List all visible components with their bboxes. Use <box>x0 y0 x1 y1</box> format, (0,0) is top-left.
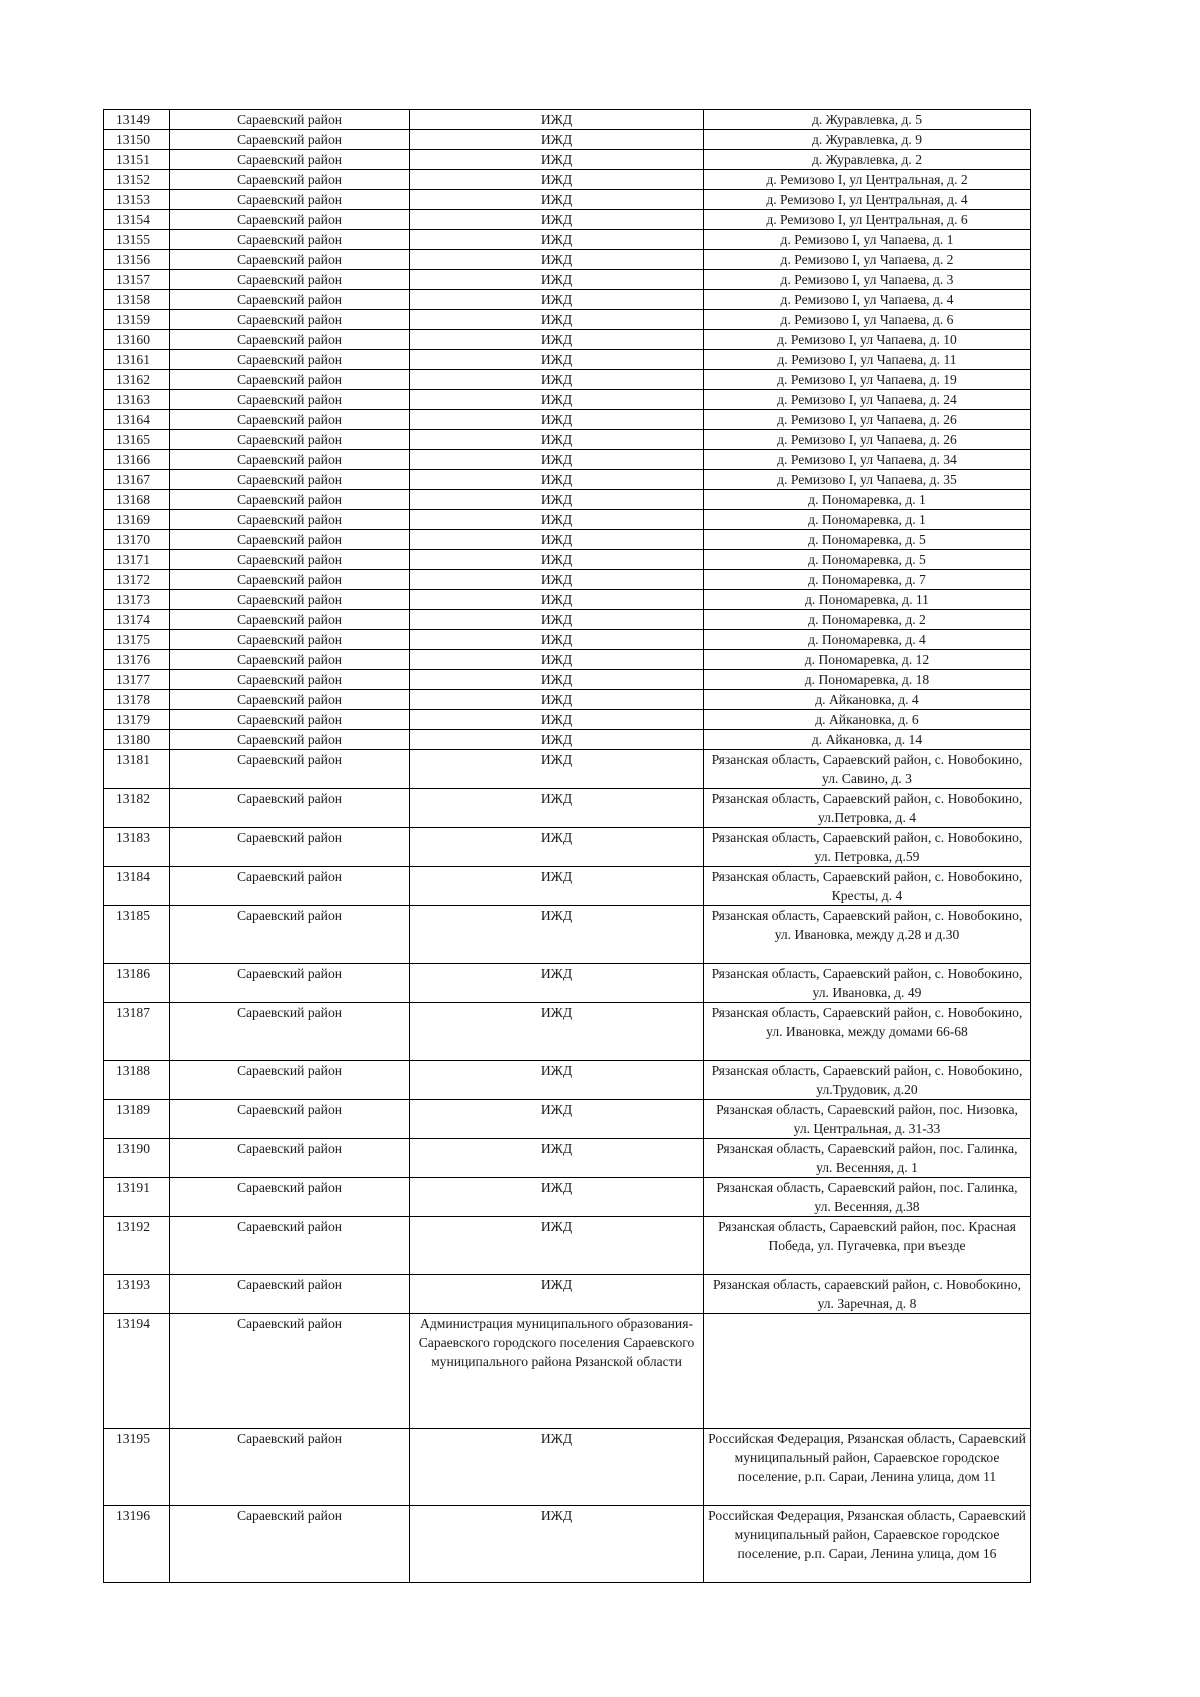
address-cell: д. Ремизово I, ул Чапаева, д. 19 <box>704 370 1031 390</box>
district-cell: Сараевский район <box>170 250 410 270</box>
district-cell: Сараевский район <box>170 270 410 290</box>
district-cell: Сараевский район <box>170 1139 410 1178</box>
address-cell: д. Айкановка, д. 14 <box>704 730 1031 750</box>
table-row <box>104 964 1031 1003</box>
object-type-cell: ИЖД <box>410 730 704 750</box>
table-row <box>104 828 1031 867</box>
table-row <box>104 1217 1031 1275</box>
record-id-cell: 13183 <box>104 828 170 867</box>
record-id-cell: 13154 <box>104 210 170 230</box>
address-cell: д. Журавлевка, д. 2 <box>704 150 1031 170</box>
address-cell: Рязанская область, Сараевский район, с. Новобокино, ул. Ивановка, между д.28 и д.30 <box>704 906 1031 964</box>
district-cell: Сараевский район <box>170 750 410 789</box>
record-id-cell: 13160 <box>104 330 170 350</box>
record-id-cell: 13165 <box>104 430 170 450</box>
record-id-cell: 13188 <box>104 1061 170 1100</box>
object-type-cell: ИЖД <box>410 828 704 867</box>
object-type-cell: ИЖД <box>410 230 704 250</box>
table-row <box>104 130 1031 150</box>
object-type-cell: ИЖД <box>410 430 704 450</box>
record-id-cell: 13172 <box>104 570 170 590</box>
address-cell: д. Журавлевка, д. 5 <box>704 110 1031 130</box>
table-row <box>104 570 1031 590</box>
table-row <box>104 710 1031 730</box>
object-type-cell: ИЖД <box>410 170 704 190</box>
address-cell: д. Ремизово I, ул Чапаева, д. 6 <box>704 310 1031 330</box>
table-row <box>104 410 1031 430</box>
record-id-cell: 13176 <box>104 650 170 670</box>
record-id-cell: 13149 <box>104 110 170 130</box>
record-id-cell: 13151 <box>104 150 170 170</box>
district-cell: Сараевский район <box>170 1314 410 1429</box>
table-row <box>104 1506 1031 1583</box>
address-cell: д. Ремизово I, ул Чапаева, д. 11 <box>704 350 1031 370</box>
object-type-cell: ИЖД <box>410 270 704 290</box>
record-id-cell: 13193 <box>104 1275 170 1314</box>
record-id-cell: 13178 <box>104 690 170 710</box>
record-id-cell: 13186 <box>104 964 170 1003</box>
record-id-cell: 13179 <box>104 710 170 730</box>
address-cell: д. Ремизово I, ул Чапаева, д. 4 <box>704 290 1031 310</box>
record-id-cell: 13194 <box>104 1314 170 1429</box>
district-cell: Сараевский район <box>170 550 410 570</box>
table-row <box>104 150 1031 170</box>
table-row <box>104 170 1031 190</box>
object-type-cell: ИЖД <box>410 906 704 964</box>
district-cell: Сараевский район <box>170 490 410 510</box>
registry-table-body <box>104 110 1031 1583</box>
address-cell: д. Айкановка, д. 6 <box>704 710 1031 730</box>
table-row <box>104 610 1031 630</box>
table-row <box>104 390 1031 410</box>
district-cell: Сараевский район <box>170 530 410 550</box>
table-row <box>104 330 1031 350</box>
table-row <box>104 670 1031 690</box>
district-cell: Сараевский район <box>170 1429 410 1506</box>
table-row <box>104 430 1031 450</box>
object-type-cell: ИЖД <box>410 250 704 270</box>
record-id-cell: 13169 <box>104 510 170 530</box>
object-type-cell: ИЖД <box>410 590 704 610</box>
record-id-cell: 13181 <box>104 750 170 789</box>
district-cell: Сараевский район <box>170 828 410 867</box>
address-cell: Рязанская область, Сараевский район, пос. Низовка, ул. Центральная, д. 31-33 <box>704 1100 1031 1139</box>
record-id-cell: 13166 <box>104 450 170 470</box>
object-type-cell: ИЖД <box>410 867 704 906</box>
table-row <box>104 1314 1031 1429</box>
address-cell: д. Ремизово I, ул Чапаева, д. 34 <box>704 450 1031 470</box>
district-cell: Сараевский район <box>170 230 410 250</box>
district-cell: Сараевский район <box>170 210 410 230</box>
district-cell: Сараевский район <box>170 290 410 310</box>
table-row <box>104 650 1031 670</box>
district-cell: Сараевский район <box>170 450 410 470</box>
record-id-cell: 13161 <box>104 350 170 370</box>
table-row <box>104 1139 1031 1178</box>
record-id-cell: 13190 <box>104 1139 170 1178</box>
object-type-cell: ИЖД <box>410 530 704 550</box>
address-cell: д. Ремизово I, ул Чапаева, д. 26 <box>704 410 1031 430</box>
object-type-cell: ИЖД <box>410 110 704 130</box>
table-row <box>104 590 1031 610</box>
district-cell: Сараевский район <box>170 1506 410 1583</box>
object-type-cell: ИЖД <box>410 510 704 530</box>
address-cell: д. Пономаревка, д. 4 <box>704 630 1031 650</box>
table-row <box>104 110 1031 130</box>
object-type-cell: ИЖД <box>410 490 704 510</box>
object-type-cell: ИЖД <box>410 1217 704 1275</box>
object-type-cell: ИЖД <box>410 630 704 650</box>
address-cell: д. Пономаревка, д. 1 <box>704 490 1031 510</box>
table-row <box>104 190 1031 210</box>
object-type-cell: ИЖД <box>410 470 704 490</box>
record-id-cell: 13185 <box>104 906 170 964</box>
address-cell: д. Журавлевка, д. 9 <box>704 130 1031 150</box>
object-type-cell: ИЖД <box>410 130 704 150</box>
district-cell: Сараевский район <box>170 110 410 130</box>
address-cell: д. Пономаревка, д. 5 <box>704 550 1031 570</box>
table-row <box>104 906 1031 964</box>
record-id-cell: 13167 <box>104 470 170 490</box>
district-cell: Сараевский район <box>170 730 410 750</box>
table-row <box>104 1061 1031 1100</box>
district-cell: Сараевский район <box>170 650 410 670</box>
address-cell: д. Пономаревка, д. 1 <box>704 510 1031 530</box>
object-type-cell: ИЖД <box>410 710 704 730</box>
address-cell: Рязанская область, Сараевский район, с. Новобокино, ул. Савино, д. 3 <box>704 750 1031 789</box>
table-row <box>104 290 1031 310</box>
record-id-cell: 13174 <box>104 610 170 630</box>
record-id-cell: 13192 <box>104 1217 170 1275</box>
record-id-cell: 13156 <box>104 250 170 270</box>
district-cell: Сараевский район <box>170 906 410 964</box>
address-cell: д. Ремизово I, ул Чапаева, д. 10 <box>704 330 1031 350</box>
record-id-cell: 13150 <box>104 130 170 150</box>
record-id-cell: 13195 <box>104 1429 170 1506</box>
record-id-cell: 13180 <box>104 730 170 750</box>
district-cell: Сараевский район <box>170 470 410 490</box>
district-cell: Сараевский район <box>170 964 410 1003</box>
object-type-cell: ИЖД <box>410 370 704 390</box>
record-id-cell: 13152 <box>104 170 170 190</box>
district-cell: Сараевский район <box>170 190 410 210</box>
record-id-cell: 13168 <box>104 490 170 510</box>
table-row <box>104 1178 1031 1217</box>
object-type-cell: ИЖД <box>410 210 704 230</box>
object-type-cell: ИЖД <box>410 1100 704 1139</box>
table-row <box>104 510 1031 530</box>
district-cell: Сараевский район <box>170 150 410 170</box>
address-cell: д. Пономаревка, д. 11 <box>704 590 1031 610</box>
object-type-cell: ИЖД <box>410 789 704 828</box>
table-row <box>104 1003 1031 1061</box>
object-type-cell: ИЖД <box>410 190 704 210</box>
object-type-cell: ИЖД <box>410 450 704 470</box>
address-cell: Рязанская область, Сараевский район, с. Новобокино, ул. Ивановка, между домами 66-68 <box>704 1003 1031 1061</box>
address-cell: д. Пономаревка, д. 7 <box>704 570 1031 590</box>
record-id-cell: 13153 <box>104 190 170 210</box>
table-row <box>104 550 1031 570</box>
address-cell: Рязанская область, Сараевский район, пос. Галинка, ул. Весенняя, д. 1 <box>704 1139 1031 1178</box>
district-cell: Сараевский район <box>170 170 410 190</box>
district-cell: Сараевский район <box>170 330 410 350</box>
district-cell: Сараевский район <box>170 590 410 610</box>
table-row <box>104 450 1031 470</box>
object-type-cell: ИЖД <box>410 390 704 410</box>
object-type-cell: ИЖД <box>410 550 704 570</box>
object-type-cell: ИЖД <box>410 690 704 710</box>
object-type-cell: ИЖД <box>410 1139 704 1178</box>
object-type-cell: ИЖД <box>410 290 704 310</box>
table-row <box>104 730 1031 750</box>
object-type-cell: ИЖД <box>410 650 704 670</box>
table-row <box>104 789 1031 828</box>
address-cell: Рязанская область, Сараевский район, с. Новобокино, ул.Петровка, д. 4 <box>704 789 1031 828</box>
address-cell: Российская Федерация, Рязанская область, Сараевский муниципальный район, Сараевское городское поселение, р.п. Сараи, Ленина улица, дом 16 <box>704 1506 1031 1583</box>
registry-table <box>103 109 1031 1583</box>
record-id-cell: 13175 <box>104 630 170 650</box>
district-cell: Сараевский район <box>170 1100 410 1139</box>
district-cell: Сараевский район <box>170 1061 410 1100</box>
record-id-cell: 13177 <box>104 670 170 690</box>
table-row <box>104 250 1031 270</box>
district-cell: Сараевский район <box>170 710 410 730</box>
table-row <box>104 370 1031 390</box>
district-cell: Сараевский район <box>170 1275 410 1314</box>
record-id-cell: 13196 <box>104 1506 170 1583</box>
table-row <box>104 350 1031 370</box>
district-cell: Сараевский район <box>170 1178 410 1217</box>
record-id-cell: 13191 <box>104 1178 170 1217</box>
address-cell: д. Ремизово I, ул Центральная, д. 6 <box>704 210 1031 230</box>
object-type-cell: Администрация муниципального образования-Сараевского городского поселения Сараевского муниципального района Рязанской области <box>410 1314 704 1429</box>
district-cell: Сараевский район <box>170 630 410 650</box>
record-id-cell: 13157 <box>104 270 170 290</box>
district-cell: Сараевский район <box>170 1217 410 1275</box>
address-cell: д. Ремизово I, ул Центральная, д. 4 <box>704 190 1031 210</box>
record-id-cell: 13159 <box>104 310 170 330</box>
address-cell: д. Пономаревка, д. 12 <box>704 650 1031 670</box>
record-id-cell: 13155 <box>104 230 170 250</box>
table-row <box>104 470 1031 490</box>
record-id-cell: 13171 <box>104 550 170 570</box>
address-cell: Рязанская область, Сараевский район, с. Новобокино, Кресты, д. 4 <box>704 867 1031 906</box>
address-cell: д. Пономаревка, д. 18 <box>704 670 1031 690</box>
table-row <box>104 1100 1031 1139</box>
address-cell: д. Ремизово I, ул Чапаева, д. 35 <box>704 470 1031 490</box>
table-row <box>104 210 1031 230</box>
district-cell: Сараевский район <box>170 310 410 330</box>
table-row <box>104 490 1031 510</box>
address-cell: д. Ремизово I, ул Чапаева, д. 26 <box>704 430 1031 450</box>
address-cell: д. Ремизово I, ул Чапаева, д. 24 <box>704 390 1031 410</box>
district-cell: Сараевский район <box>170 350 410 370</box>
record-id-cell: 13158 <box>104 290 170 310</box>
district-cell: Сараевский район <box>170 430 410 450</box>
record-id-cell: 13189 <box>104 1100 170 1139</box>
address-cell: Рязанская область, Сараевский район, пос. Галинка, ул. Весенняя, д.38 <box>704 1178 1031 1217</box>
table-row <box>104 310 1031 330</box>
record-id-cell: 13173 <box>104 590 170 610</box>
table-row <box>104 530 1031 550</box>
table-row <box>104 750 1031 789</box>
address-cell: Рязанская область, Сараевский район, с. Новобокино, ул. Ивановка, д. 49 <box>704 964 1031 1003</box>
record-id-cell: 13187 <box>104 1003 170 1061</box>
object-type-cell: ИЖД <box>410 750 704 789</box>
object-type-cell: ИЖД <box>410 1061 704 1100</box>
address-cell <box>704 1314 1031 1429</box>
district-cell: Сараевский район <box>170 670 410 690</box>
district-cell: Сараевский район <box>170 130 410 150</box>
address-cell: д. Пономаревка, д. 2 <box>704 610 1031 630</box>
object-type-cell: ИЖД <box>410 1178 704 1217</box>
record-id-cell: 13170 <box>104 530 170 550</box>
address-cell: Российская Федерация, Рязанская область, Сараевский муниципальный район, Сараевское городское поселение, р.п. Сараи, Ленина улица, дом 11 <box>704 1429 1031 1506</box>
address-cell: д. Айкановка, д. 4 <box>704 690 1031 710</box>
address-cell: д. Ремизово I, ул Чапаева, д. 3 <box>704 270 1031 290</box>
address-cell: Рязанская область, Сараевский район, с. Новобокино, ул. Петровка, д.59 <box>704 828 1031 867</box>
address-cell: Рязанская область, Сараевский район, пос. Красная Победа, ул. Пугачевка, при въезде <box>704 1217 1031 1275</box>
district-cell: Сараевский район <box>170 410 410 430</box>
district-cell: Сараевский район <box>170 510 410 530</box>
address-cell: д. Ремизово I, ул Чапаева, д. 1 <box>704 230 1031 250</box>
object-type-cell: ИЖД <box>410 1429 704 1506</box>
address-cell: Рязанская область, Сараевский район, с. Новобокино, ул.Трудовик, д.20 <box>704 1061 1031 1100</box>
record-id-cell: 13163 <box>104 390 170 410</box>
district-cell: Сараевский район <box>170 1003 410 1061</box>
record-id-cell: 13182 <box>104 789 170 828</box>
object-type-cell: ИЖД <box>410 410 704 430</box>
record-id-cell: 13184 <box>104 867 170 906</box>
table-row <box>104 230 1031 250</box>
object-type-cell: ИЖД <box>410 330 704 350</box>
table-row <box>104 690 1031 710</box>
object-type-cell: ИЖД <box>410 570 704 590</box>
address-cell: д. Ремизово I, ул Центральная, д. 2 <box>704 170 1031 190</box>
object-type-cell: ИЖД <box>410 670 704 690</box>
record-id-cell: 13162 <box>104 370 170 390</box>
address-cell: д. Ремизово I, ул Чапаева, д. 2 <box>704 250 1031 270</box>
table-row <box>104 1275 1031 1314</box>
district-cell: Сараевский район <box>170 690 410 710</box>
object-type-cell: ИЖД <box>410 1003 704 1061</box>
district-cell: Сараевский район <box>170 867 410 906</box>
object-type-cell: ИЖД <box>410 1275 704 1314</box>
address-cell: Рязанская область, сараевский район, с. Новобокино, ул. Заречная, д. 8 <box>704 1275 1031 1314</box>
object-type-cell: ИЖД <box>410 310 704 330</box>
table-row <box>104 1429 1031 1506</box>
table-row <box>104 630 1031 650</box>
district-cell: Сараевский район <box>170 570 410 590</box>
address-cell: д. Пономаревка, д. 5 <box>704 530 1031 550</box>
district-cell: Сараевский район <box>170 789 410 828</box>
object-type-cell: ИЖД <box>410 350 704 370</box>
object-type-cell: ИЖД <box>410 1506 704 1583</box>
object-type-cell: ИЖД <box>410 964 704 1003</box>
district-cell: Сараевский район <box>170 390 410 410</box>
object-type-cell: ИЖД <box>410 150 704 170</box>
table-row <box>104 867 1031 906</box>
table-row <box>104 270 1031 290</box>
object-type-cell: ИЖД <box>410 610 704 630</box>
record-id-cell: 13164 <box>104 410 170 430</box>
district-cell: Сараевский район <box>170 370 410 390</box>
district-cell: Сараевский район <box>170 610 410 630</box>
